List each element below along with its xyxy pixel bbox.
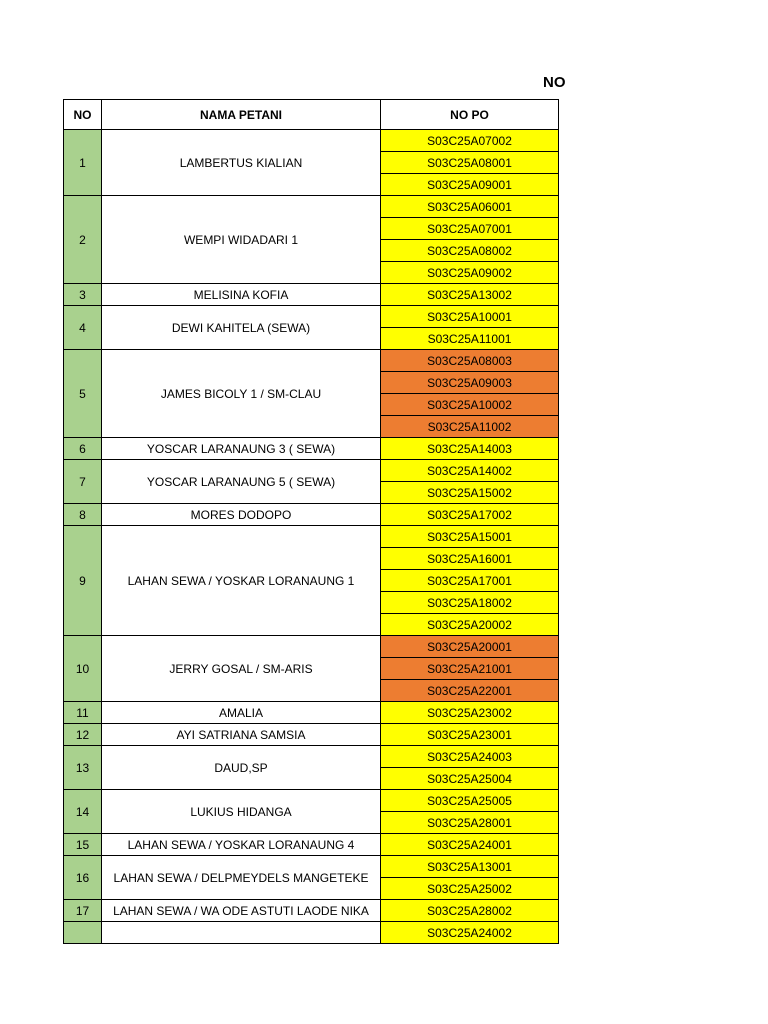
row-number-cell[interactable] — [64, 922, 102, 944]
table-row — [64, 856, 559, 878]
table-row — [64, 790, 559, 812]
po-number-cell[interactable]: S03C25A15002 — [381, 482, 559, 504]
po-number-cell[interactable]: S03C25A09001 — [381, 174, 559, 196]
po-number-cell[interactable]: S03C25A10001 — [381, 306, 559, 328]
row-number-cell[interactable]: 12 — [64, 724, 102, 746]
header-nama-petani: NAMA PETANI — [102, 100, 381, 130]
row-number-cell[interactable]: 6 — [64, 438, 102, 460]
po-number-cell[interactable]: S03C25A08002 — [381, 240, 559, 262]
farmer-name-cell[interactable]: LAHAN SEWA / YOSKAR LORANAUNG 1 — [102, 526, 381, 636]
table-row — [64, 306, 559, 328]
table-row — [64, 746, 559, 768]
farmer-name-cell[interactable]: YOSCAR LARANAUNG 3 ( SEWA) — [102, 438, 381, 460]
table-row — [64, 636, 559, 658]
po-number-cell[interactable]: S03C25A23002 — [381, 702, 559, 724]
row-number-cell[interactable]: 5 — [64, 350, 102, 438]
row-number-cell[interactable]: 14 — [64, 790, 102, 834]
farmer-name-cell[interactable]: LAHAN SEWA / DELPMEYDELS MANGETEKE — [102, 856, 381, 900]
farmer-name-cell[interactable]: AYI SATRIANA SAMSIA — [102, 724, 381, 746]
farmer-po-table — [63, 99, 559, 944]
po-number-cell[interactable]: S03C25A17001 — [381, 570, 559, 592]
table-row — [64, 834, 559, 856]
table-row — [64, 504, 559, 526]
row-number-cell[interactable]: 10 — [64, 636, 102, 702]
farmer-name-cell[interactable]: JERRY GOSAL / SM-ARIS — [102, 636, 381, 702]
farmer-name-cell[interactable]: DAUD,SP — [102, 746, 381, 790]
po-number-cell[interactable]: S03C25A18002 — [381, 592, 559, 614]
po-number-cell[interactable]: S03C25A28001 — [381, 812, 559, 834]
po-number-cell[interactable]: S03C25A17002 — [381, 504, 559, 526]
po-number-cell[interactable]: S03C25A06001 — [381, 196, 559, 218]
po-number-cell[interactable]: S03C25A08003 — [381, 350, 559, 372]
row-number-cell[interactable]: 13 — [64, 746, 102, 790]
po-number-cell[interactable]: S03C25A22001 — [381, 680, 559, 702]
farmer-name-cell[interactable]: WEMPI WIDADARI 1 — [102, 196, 381, 284]
row-number-cell[interactable]: 3 — [64, 284, 102, 306]
farmer-name-cell[interactable]: LAHAN SEWA / YOSKAR LORANAUNG 4 — [102, 834, 381, 856]
farmer-name-cell[interactable]: LUKIUS HIDANGA — [102, 790, 381, 834]
farmer-name-cell[interactable] — [102, 922, 381, 944]
po-number-cell[interactable]: S03C25A09002 — [381, 262, 559, 284]
table-row — [64, 130, 559, 152]
po-number-cell[interactable]: S03C25A25005 — [381, 790, 559, 812]
po-number-cell[interactable]: S03C25A10002 — [381, 394, 559, 416]
row-number-cell[interactable]: 17 — [64, 900, 102, 922]
farmer-name-cell[interactable]: AMALIA — [102, 702, 381, 724]
row-number-cell[interactable]: 11 — [64, 702, 102, 724]
po-number-cell[interactable]: S03C25A25004 — [381, 768, 559, 790]
table-row — [64, 196, 559, 218]
farmer-name-cell[interactable]: LAMBERTUS KIALIAN — [102, 130, 381, 196]
row-number-cell[interactable]: 8 — [64, 504, 102, 526]
table-row — [64, 900, 559, 922]
po-number-cell[interactable]: S03C25A07002 — [381, 130, 559, 152]
table-row — [64, 350, 559, 372]
table-row — [64, 724, 559, 746]
row-number-cell[interactable]: 4 — [64, 306, 102, 350]
po-number-cell[interactable]: S03C25A24001 — [381, 834, 559, 856]
row-number-cell[interactable]: 15 — [64, 834, 102, 856]
po-number-cell[interactable]: S03C25A08001 — [381, 152, 559, 174]
po-number-cell[interactable]: S03C25A20002 — [381, 614, 559, 636]
row-number-cell[interactable]: 7 — [64, 460, 102, 504]
po-number-cell[interactable]: S03C25A09003 — [381, 372, 559, 394]
po-number-cell[interactable]: S03C25A15001 — [381, 526, 559, 548]
po-number-cell[interactable]: S03C25A11002 — [381, 416, 559, 438]
row-number-cell[interactable]: 1 — [64, 130, 102, 196]
table-row — [64, 702, 559, 724]
po-number-cell[interactable]: S03C25A07001 — [381, 218, 559, 240]
table-row — [64, 526, 559, 548]
table-body — [64, 130, 559, 944]
po-number-cell[interactable]: S03C25A11001 — [381, 328, 559, 350]
po-number-cell[interactable]: S03C25A21001 — [381, 658, 559, 680]
farmer-name-cell[interactable]: DEWI KAHITELA (SEWA) — [102, 306, 381, 350]
po-number-cell[interactable]: S03C25A28002 — [381, 900, 559, 922]
row-number-cell[interactable]: 2 — [64, 196, 102, 284]
farmer-name-cell[interactable]: MELISINA KOFIA — [102, 284, 381, 306]
po-number-cell[interactable]: S03C25A20001 — [381, 636, 559, 658]
table-row — [64, 460, 559, 482]
header-row — [64, 100, 559, 130]
po-number-cell[interactable]: S03C25A16001 — [381, 548, 559, 570]
table-row — [64, 284, 559, 306]
header-no-po: NO PO — [381, 100, 559, 130]
table-row — [64, 438, 559, 460]
po-number-cell[interactable]: S03C25A13001 — [381, 856, 559, 878]
po-number-cell[interactable]: S03C25A13002 — [381, 284, 559, 306]
po-number-cell[interactable]: S03C25A24003 — [381, 746, 559, 768]
header-no: NO — [64, 100, 102, 130]
row-number-cell[interactable]: 16 — [64, 856, 102, 900]
po-number-cell[interactable]: S03C25A14002 — [381, 460, 559, 482]
farmer-name-cell[interactable]: JAMES BICOLY 1 / SM-CLAU — [102, 350, 381, 438]
table-row — [64, 922, 559, 944]
row-number-cell[interactable]: 9 — [64, 526, 102, 636]
farmer-name-cell[interactable]: YOSCAR LARANAUNG 5 ( SEWA) — [102, 460, 381, 504]
po-number-cell[interactable]: S03C25A25002 — [381, 878, 559, 900]
farmer-name-cell[interactable]: MORES DODOPO — [102, 504, 381, 526]
sheet-title: NO — [543, 74, 566, 91]
po-number-cell[interactable]: S03C25A23001 — [381, 724, 559, 746]
farmer-name-cell[interactable]: LAHAN SEWA / WA ODE ASTUTI LAODE NIKA — [102, 900, 381, 922]
po-number-cell[interactable]: S03C25A14003 — [381, 438, 559, 460]
po-number-cell[interactable]: S03C25A24002 — [381, 922, 559, 944]
